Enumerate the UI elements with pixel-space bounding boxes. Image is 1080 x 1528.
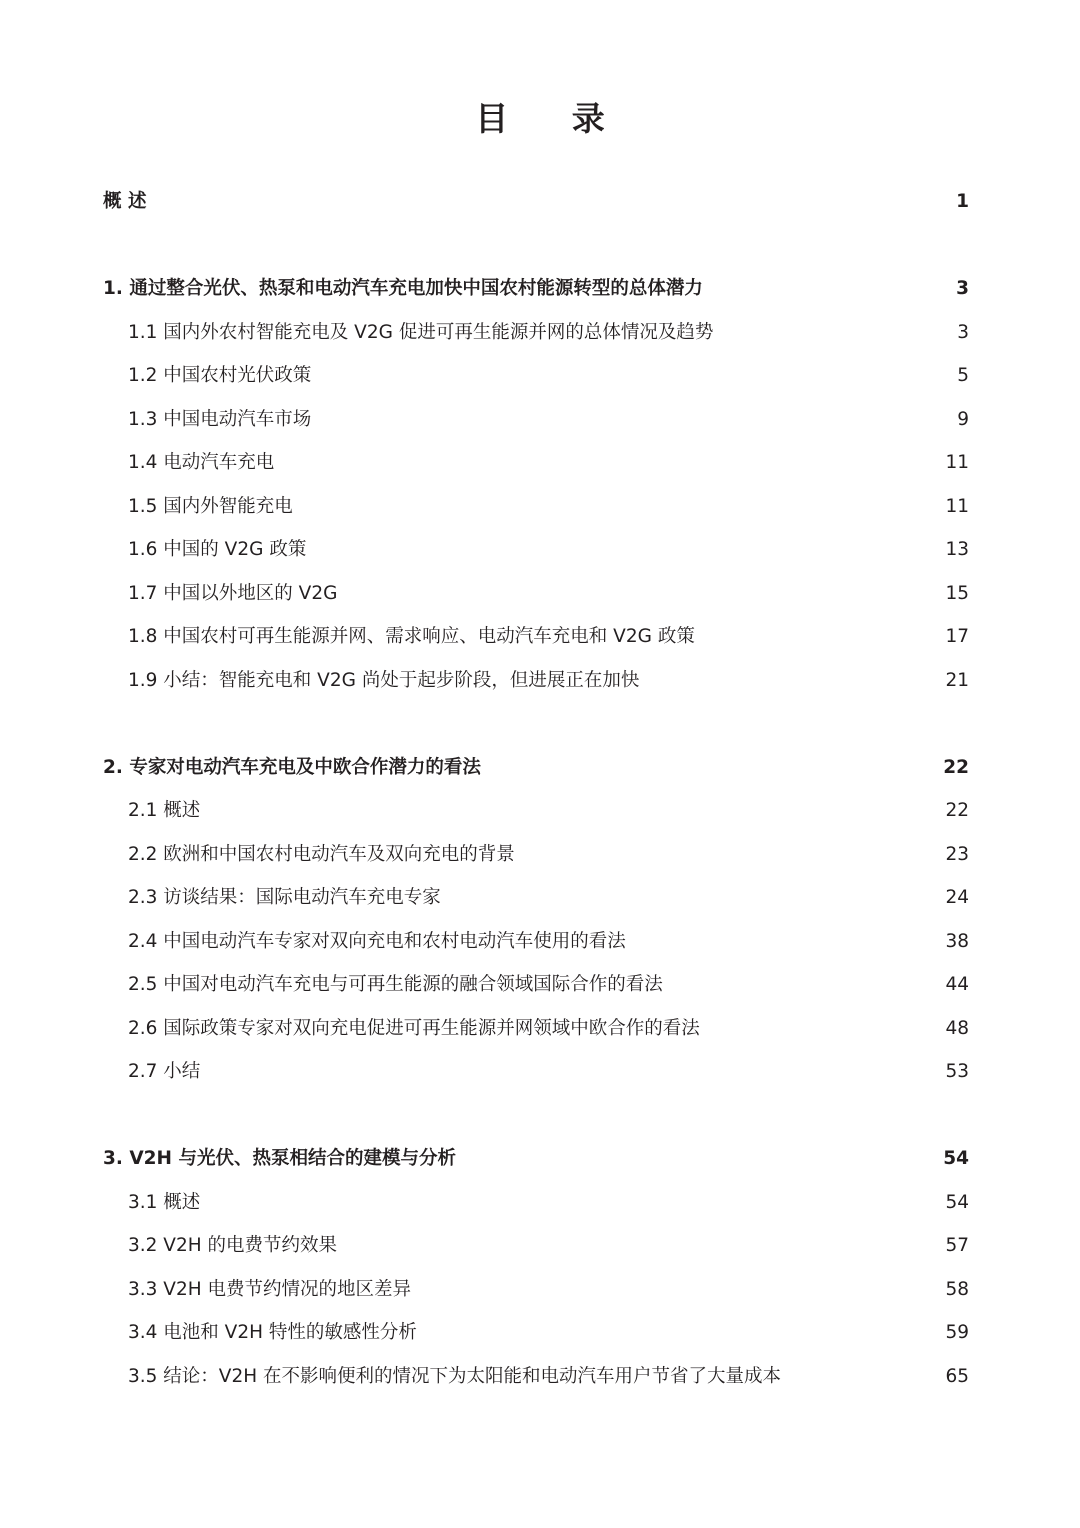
toc-entry-title: 1.2 中国农村光伏政策 [128,365,312,386]
toc-section-entry[interactable] [103,572,969,616]
toc-entry-title: 1.3 中国电动汽车市场 [128,408,312,430]
toc-section-entry[interactable] [103,920,969,964]
toc-entry-title: 3.1 概述 [128,1191,201,1213]
toc-section-entry[interactable] [103,615,969,659]
toc-page-number: 1 [956,191,969,212]
toc-page-number: 11 [945,452,969,473]
toc-section-entry[interactable] [103,876,969,920]
toc-section-entry[interactable] [103,833,969,877]
toc-page-number: 13 [945,539,969,560]
toc-page-number: 11 [945,495,969,517]
toc-chapter-entry[interactable] [103,1137,969,1181]
toc-entry-title: 1.6 中国的 V2G 政策 [128,539,307,560]
toc-section-entry[interactable] [103,485,969,529]
toc-entry-title: 1.4 电动汽车充电 [128,452,275,473]
toc-page-number: 57 [945,1235,969,1256]
toc-page-number: 9 [957,408,969,430]
toc-entry-title: 2.7 小结 [128,1061,201,1082]
toc-page-number: 23 [945,843,969,865]
toc-entry-title: 1.8 中国农村可再生能源并网、需求响应、电动汽车充电和 V2G 政策 [128,626,695,647]
toc-section-entry[interactable] [103,1007,969,1051]
toc-page-number: 38 [945,930,969,952]
toc-chapter-entry[interactable] [103,267,969,311]
toc-section-entry[interactable] [103,1050,969,1094]
toc-page-number: 17 [945,626,969,647]
toc-entry-title: 1. 通过整合光伏、热泵和电动汽车充电加快中国农村能源转型的总体潜力 [103,278,703,299]
toc-entry-title: 3.4 电池和 V2H 特性的敏感性分析 [128,1322,417,1343]
toc-section-entry[interactable] [103,1224,969,1268]
toc-entry-title: 2.1 概述 [128,800,201,821]
toc-entry-title: 2.3 访谈结果：国际电动汽车充电专家 [128,887,441,908]
toc-page-number: 15 [945,582,969,604]
toc-entry-title: 2.2 欧洲和中国农村电动汽车及双向充电的背景 [128,843,515,865]
toc-entry-title: 2.5 中国对电动汽车充电与可再生能源的融合领域国际合作的看法 [128,974,663,995]
toc-entry-title: 3.3 V2H 电费节约情况的地区差异 [128,1278,412,1300]
toc-entry-title: 1.5 国内外智能充电 [128,495,293,517]
toc-page-number: 53 [945,1061,969,1082]
toc-section-entry[interactable] [103,963,969,1007]
toc-page-number: 22 [945,800,969,821]
toc-page-number: 58 [945,1278,969,1300]
toc-page-number: 59 [945,1322,969,1343]
toc-entry-title: 2.6 国际政策专家对双向充电促进可再生能源并网领域中欧合作的看法 [128,1017,700,1039]
toc-section-entry[interactable] [103,789,969,833]
toc-page-number: 54 [945,1191,969,1213]
toc-page-number: 5 [957,365,969,386]
toc-entry-title: 概 述 [103,191,147,212]
toc-section-entry[interactable] [103,659,969,703]
toc-chapter-entry[interactable] [103,180,969,224]
toc-entry-title: 2. 专家对电动汽车充电及中欧合作潜力的看法 [103,756,481,778]
toc-page-number: 3 [957,321,969,343]
toc-page-number: 21 [945,669,969,691]
toc-section-entry[interactable] [103,354,969,398]
toc-section-entry[interactable] [103,398,969,442]
toc-section-entry[interactable] [103,1268,969,1312]
toc-page-number: 48 [945,1017,969,1039]
toc-entry-title: 3.2 V2H 的电费节约效果 [128,1235,338,1256]
page-title: 目 录 [475,99,631,138]
toc-page-number: 22 [943,756,969,778]
toc-page-number: 44 [945,974,969,995]
toc-page-number: 54 [943,1148,969,1169]
toc-spacer [103,1094,969,1138]
toc-entry-title: 1.9 小结：智能充电和 V2G 尚处于起步阶段，但进展正在加快 [128,669,640,691]
toc-page-number: 65 [945,1365,969,1387]
toc-section-entry[interactable] [103,1355,969,1399]
toc-page-number: 3 [956,278,969,299]
toc-entry-title: 2.4 中国电动汽车专家对双向充电和农村电动汽车使用的看法 [128,930,626,952]
toc-spacer [103,224,969,268]
toc-section-entry[interactable] [103,528,969,572]
toc-entry-title: 3.5 结论：V2H 在不影响便利的情况下为太阳能和电动汽车用户节省了大量成本 [128,1365,782,1387]
toc-entry-title: 1.7 中国以外地区的 V2G [128,582,338,604]
toc-page-number: 24 [945,887,969,908]
toc-chapter-entry[interactable] [103,746,969,790]
toc-entry-title: 1.1 国内外农村智能充电及 V2G 促进可再生能源并网的总体情况及趋势 [128,321,714,343]
toc-section-entry[interactable] [103,441,969,485]
table-of-contents [103,180,969,1398]
toc-section-entry[interactable] [103,1311,969,1355]
toc-spacer [103,702,969,746]
toc-section-entry[interactable] [103,1181,969,1225]
toc-entry-title: 3. V2H 与光伏、热泵相结合的建模与分析 [103,1148,456,1169]
toc-section-entry[interactable] [103,311,969,355]
